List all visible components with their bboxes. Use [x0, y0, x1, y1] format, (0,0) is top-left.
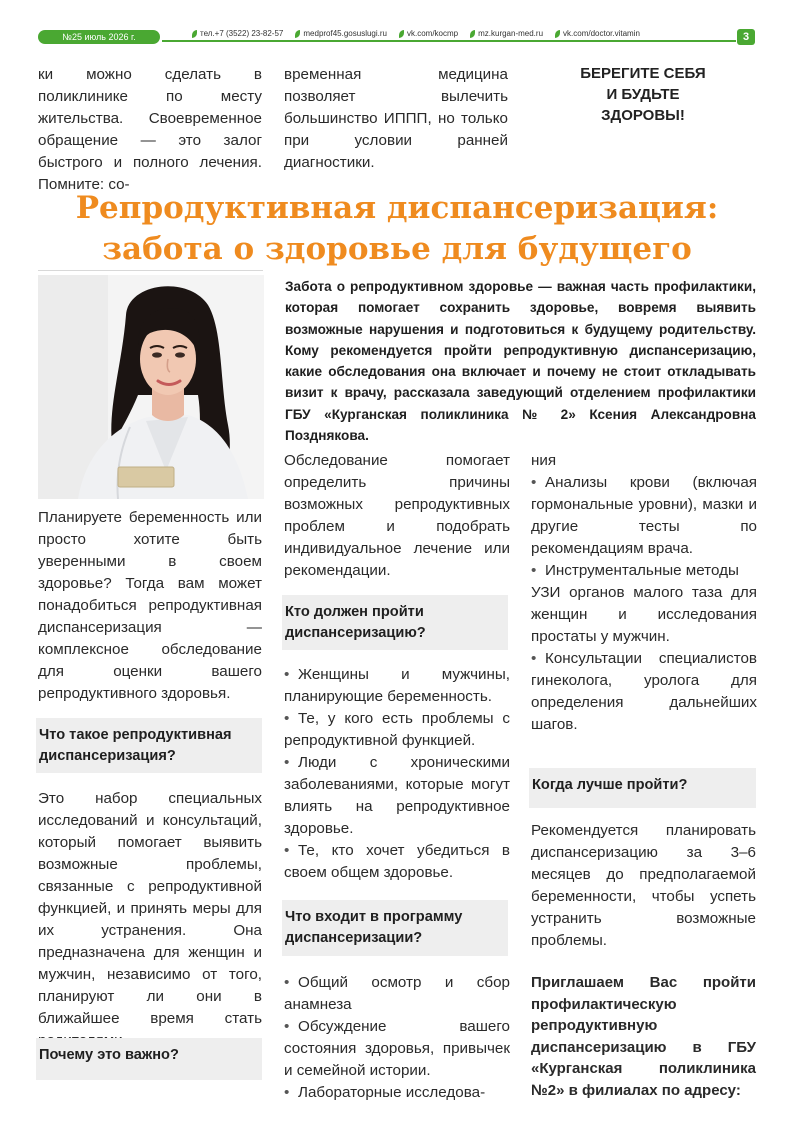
list-item: • Обсуждение вашего состояния здоровья, привычек и семейной истории. [284, 1018, 510, 1079]
list-item: • Инструментальные методы [531, 562, 739, 579]
list-item: • Те, кто хочет убедиться в своем общем здоровье. [284, 842, 510, 881]
top-slogan: БЕРЕГИТЕ СЕБЯ И БУДЬТЕ ЗДОРОВЫ! [580, 65, 706, 124]
list-item: • Те, у кого есть проблемы с репродуктивной функцией. [284, 710, 510, 749]
doctor-photo [38, 275, 264, 499]
contact-vk-kocmp[interactable]: vk.com/kocmp [399, 28, 458, 40]
program-list [284, 972, 510, 1104]
list-item: • Женщины и мужчины, планирующие беременность. [284, 666, 510, 705]
heading-program: Что входит в программу диспансеризации? [282, 900, 508, 956]
list-item: • Лабораторные исследова- [284, 1084, 486, 1101]
heading-why: Почему это важно? [36, 1038, 262, 1080]
contact-site[interactable]: medprof45.gosuslugi.ru [295, 28, 387, 40]
contact-ministry-site[interactable]: mz.kurgan-med.ru [470, 28, 543, 40]
contact-phone: тел.+7 (3522) 23-82-57 [192, 28, 283, 40]
invite-text: Приглашаем Вас пройти профилактическую репродуктивную диспансеризацию в ГБУ «Курганская поликлиника №2» в филиалах по адресу: [531, 974, 756, 1099]
leaf-icon [295, 30, 300, 38]
list-item: • Анализы крови (включая гормональные уровни), мазки и другие тесты по рекомендациям врача. [531, 474, 757, 557]
top-col1-text: ки можно сделать в поликлинике по месту жительства. Своевременное обращение — это залог быстрого и полного лечения. Помните: со- [38, 66, 262, 193]
title-rule [38, 270, 263, 271]
header-contacts [192, 28, 640, 40]
who-list [284, 664, 510, 884]
leaf-icon [192, 30, 197, 38]
article-lead: Забота о репродуктивном здоровье — важная часть профилактики, которая помогает сохранить здоровье, вовремя выявить возможные нарушения и подготовиться к будущему родительству. Кому рекомендуется пройти репродуктивную диспансеризацию, какие обследования она включает и почему не стоит откладывать визит к врачу, рассказала заведующий отделением профилактики ГБУ «Курганская поликлиника № 2» Ксения Александровна Позднякова. [285, 279, 756, 444]
list-item: УЗИ органов малого таза для женщин и исследования простаты у мужчин. [531, 584, 757, 645]
doctor-portrait-illustration [38, 275, 264, 499]
what-is-text: Это набор специальных исследований и консультаций, который помогает выявить возможные проблемы, связанные с репродуктивной функцией, и принять меры для их устранения. Она предназначена для женщин и мужчин, независимо от того, планируют ли они в ближайшее время стать [38, 790, 262, 1027]
intro-text: Планируете беременность или просто хотите быть уверенными в своем здоровье? Тогда вам может понадобиться репродуктивная диспансеризация — комплексное обследование для оценки вашего репродуктивного здоровья. [38, 509, 262, 702]
list-item: • Люди с хроническими заболеваниями, которые могут влиять на репродуктивное здоровье. [284, 754, 510, 837]
when-text: Рекомендуется планировать диспансеризацию за 3–6 месяцев до предполагаемой беременности, чтобы успеть устранить возможные проблемы. [531, 822, 756, 949]
article-title: Репродуктивная диспансеризация: забота о здоровье для будущего [75, 190, 719, 267]
heading-what-is: Что такое репродуктивная диспансеризация? [36, 718, 262, 773]
list-item: • Консультации специалистов гинеколога, уролога для определения дальнейших шагов. [531, 650, 757, 733]
heading-who: Кто должен пройти диспансеризацию? [282, 595, 508, 650]
list-item: • Общий осмотр и сбор анамнеза [284, 974, 510, 1013]
heading-when: Когда лучше пройти? [529, 768, 756, 808]
leaf-icon [555, 30, 560, 38]
header-rule [162, 40, 736, 42]
list-item: ния [531, 452, 557, 469]
why-text: Обследование помогает определить причины возможных репродуктивных проблем и подобрать индивидуальное лечение или рекомендации. [284, 452, 510, 579]
page-number: 3 [737, 29, 755, 45]
issue-badge: №25 июль 2026 г. [38, 30, 160, 44]
contact-vk-doctor[interactable]: vk.com/doctor.vitamin [555, 28, 640, 40]
program-list-continued [531, 450, 757, 736]
leaf-icon [470, 30, 475, 38]
leaf-icon [399, 30, 404, 38]
top-col2-text: временная медицина позволяет вылечить большинство ИППП, но только при условии ранней диагностики. [284, 66, 508, 171]
